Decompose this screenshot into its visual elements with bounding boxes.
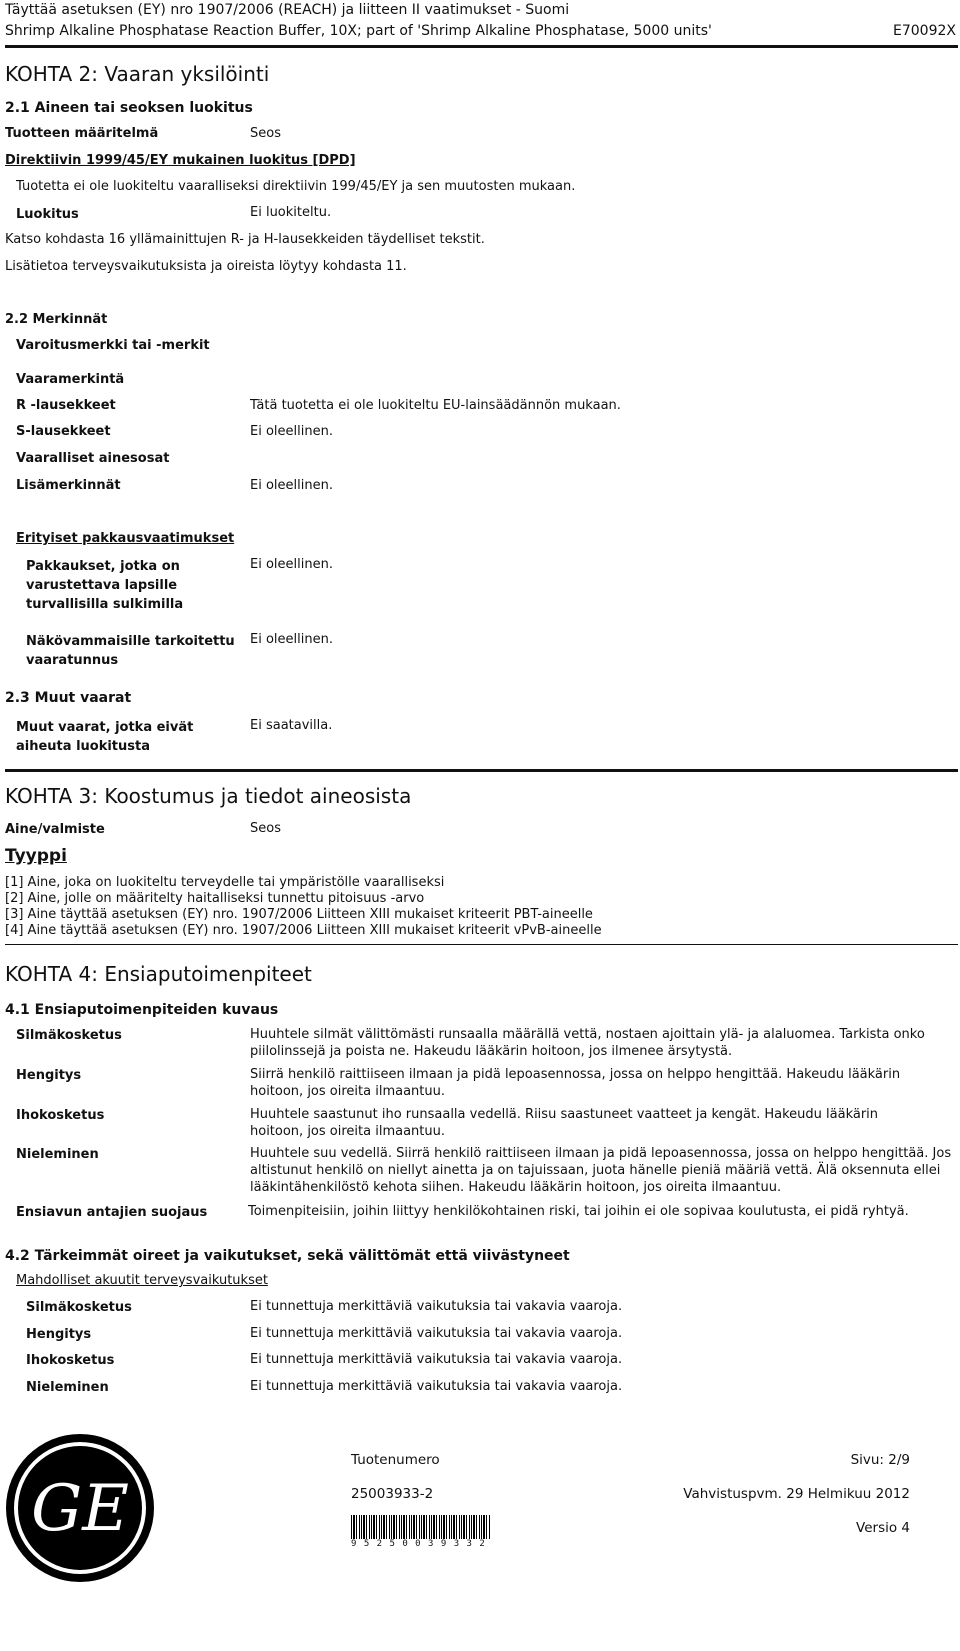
r-lausekkeet-value: Tätä tuotetta ei ole luokiteltu EU-lainsäädännön mukaan. [250,398,621,413]
akuutti-nieleminen-label: Nieleminen [26,1380,109,1395]
document-header-code: E70092X [893,23,956,39]
silmakosketus-value: Huuhtele silmät välittömästi runsaalla määrällä vettä, nostaen ajoittain ylä- ja alaluomea. Tarkista onko piilolinssejä ja poista ne. Hakeudu lääkärin hoitoon, jos ilmenee ärsytystä. [250,1027,925,1059]
tuotteen-maaritelma-value: Seos [250,126,281,141]
akuutti-ihokosketus-label: Ihokosketus [26,1353,115,1368]
tyyppi-note-3: [3] Aine täyttää asetuksen (EY) nro. 1907/2006 Liitteen XIII mukaiset kriteerit PBT-aineelle [5,907,593,922]
akuutti-silmakosketus-value: Ei tunnettuja merkittäviä vaikutuksia tai vakavia vaaroja. [250,1299,623,1314]
ge-logo-lettering: GE [31,1472,129,1546]
pakkaukset-label: Pakkaukset, jotka on varustettava lapsille turvallisilla sulkimilla [26,559,184,612]
akuutti-hengitys-value: Ei tunnettuja merkittäviä vaikutuksia tai vakavia vaaroja. [250,1326,623,1341]
tuotenumero-label: Tuotenumero [351,1452,440,1468]
header-rule [5,45,958,48]
section-3-rule [5,769,958,772]
section-4-rule [5,944,958,945]
akuutti-nieleminen-value: Ei tunnettuja merkittäviä vaikutuksia tai vakavia vaaroja. [250,1379,623,1394]
tuotteen-maaritelma-label: Tuotteen määritelmä [5,126,159,141]
ensiavun-antajien-suojaus-label: Ensiavun antajien suojaus [16,1205,208,1220]
luokitus-label: Luokitus [16,207,79,222]
section-4-title: KOHTA 4: Ensiaputoimenpiteet [5,962,312,986]
barcode [351,1515,491,1551]
dpd-heading: Direktiivin 1999/45/EY mukainen luokitus [DPD] [5,153,356,168]
akuutit-terveysvaikutukset-heading: Mahdolliset akuutit terveysvaikutukset [16,1273,268,1288]
nakovammaisille-value: Ei oleellinen. [250,632,333,647]
nakovammaisille-label: Näkövammaisille tarkoitettu vaaratunnus [26,634,235,668]
aine-valmiste-value: Seos [250,821,281,836]
vaaralliset-ainesosat-label: Vaaralliset ainesosat [16,451,170,466]
nieleminen-value: Huuhtele suu vedellä. Siirrä henkilö raittiiseen ilmaan ja pidä lepoasennossa, jossa on helppo hengittää. Jos altistunut henkilö on niellyt ainetta ja on tajuissaan, juota hänelle pieniä määriä vettä. Älä oksennuta ellei lääkintähenkilöstö kehota siihen. Hakeudu lääkärin hoitoon, jos oireita ilmaantuu. [250,1146,952,1195]
tyyppi-heading: Tyyppi [5,846,67,866]
varoitusmerkki-label: Varoitusmerkki tai -merkit [16,338,210,353]
erityiset-pakkausvaatimukset-heading: Erityiset pakkausvaatimukset [16,531,235,546]
lisamerkinnat-label: Lisämerkinnät [16,478,121,493]
section-3-title: KOHTA 3: Koostumus ja tiedot aineosista [5,784,412,808]
akuutti-ihokosketus-value: Ei tunnettuja merkittäviä vaikutuksia tai vakavia vaaroja. [250,1352,623,1367]
vaaramerkinta-label: Vaaramerkintä [16,372,125,387]
hengitys-label: Hengitys [16,1068,82,1083]
note-terveysvaikutukset: Lisätietoa terveysvaikutuksista ja oireista löytyy kohdasta 11. [5,259,407,274]
document-header-regulation: Täyttää asetuksen (EY) nro 1907/2006 (REACH) ja liitteen II vaatimukset - Suomi [5,2,570,18]
s-lausekkeet-label: S-lausekkeet [16,424,111,439]
section-2-1-heading: 2.1 Aineen tai seoksen luokitus [5,100,253,116]
section-4-1-heading: 4.1 Ensiaputoimenpiteiden kuvaus [5,1002,279,1018]
document-header-product: Shrimp Alkaline Phosphatase Reaction Buffer, 10X; part of 'Shrimp Alkaline Phosphatase, 5000 units' [5,23,712,39]
ihokosketus-label: Ihokosketus [16,1108,105,1123]
pakkaukset-value: Ei oleellinen. [250,557,333,572]
page-number: Sivu: 2/9 [850,1452,910,1468]
ge-logo-icon [4,1432,156,1584]
note-r-h-lausekkeet: Katso kohdasta 16 yllämainittujen R- ja H-lausekkeiden täydelliset tekstit. [5,232,485,247]
tyyppi-note-1: [1] Aine, joka on luokiteltu terveydelle tai ympäristölle vaaralliseksi [5,875,445,890]
muut-vaarat-label: Muut vaarat, jotka eivät aiheuta luokitusta [16,720,194,754]
r-lausekkeet-label: R -lausekkeet [16,398,116,413]
luokitus-value: Ei luokiteltu. [250,205,332,220]
version: Versio 4 [856,1520,910,1536]
aine-valmiste-label: Aine/valmiste [5,822,105,837]
barcode-bars [351,1515,491,1539]
tyyppi-note-4: [4] Aine täyttää asetuksen (EY) nro. 1907/2006 Liitteen XIII mukaiset kriteerit vPvB-aineelle [5,923,602,938]
section-2-2-heading: 2.2 Merkinnät [5,312,108,327]
tyyppi-note-2: [2] Aine, jolle on määritelty haitalliseksi tunnettu pitoisuus -arvo [5,891,425,906]
s-lausekkeet-value: Ei oleellinen. [250,424,333,439]
section-4-2-heading: 4.2 Tärkeimmät oireet ja vaikutukset, sekä välittömät että viivästyneet [5,1248,570,1264]
section-2-3-heading: 2.3 Muut vaarat [5,690,132,706]
barcode-digits: 9 5 2 5 0 0 3 9 3 3 2 [351,1539,486,1549]
akuutti-hengitys-label: Hengitys [26,1327,92,1342]
muut-vaarat-value: Ei saatavilla. [250,718,333,733]
akuutti-silmakosketus-label: Silmäkosketus [26,1300,132,1315]
ensiavun-antajien-suojaus-value: Toimenpiteisiin, joihin liittyy henkilökohtainen riski, tai joihin ei ole sopivaa koulutusta, ei pidä ryhtyä. [248,1204,909,1219]
ihokosketus-value: Huuhtele saastunut iho runsaalla vedellä. Riisu saastuneet vaatteet ja kengät. Hakeudu lääkärin hoitoon, jos oireita ilmaantuu. [250,1107,879,1139]
nieleminen-label: Nieleminen [16,1147,99,1162]
section-2-title: KOHTA 2: Vaaran yksilöinti [5,62,270,86]
dpd-text: Tuotetta ei ole luokiteltu vaaralliseksi direktiivin 199/45/EY ja sen muutosten mukaan. [16,179,576,194]
vahvistus-date: Vahvistuspvm. 29 Helmikuu 2012 [683,1486,910,1502]
lisamerkinnat-value: Ei oleellinen. [250,478,333,493]
hengitys-value: Siirrä henkilö raittiiseen ilmaan ja pidä lepoasennossa, jossa on helppo hengittää. Hakeudu lääkärin hoitoon, jos oireita ilmaantuu. [250,1067,901,1099]
silmakosketus-label: Silmäkosketus [16,1028,122,1043]
tuotenumero-value: 25003933-2 [351,1486,434,1502]
